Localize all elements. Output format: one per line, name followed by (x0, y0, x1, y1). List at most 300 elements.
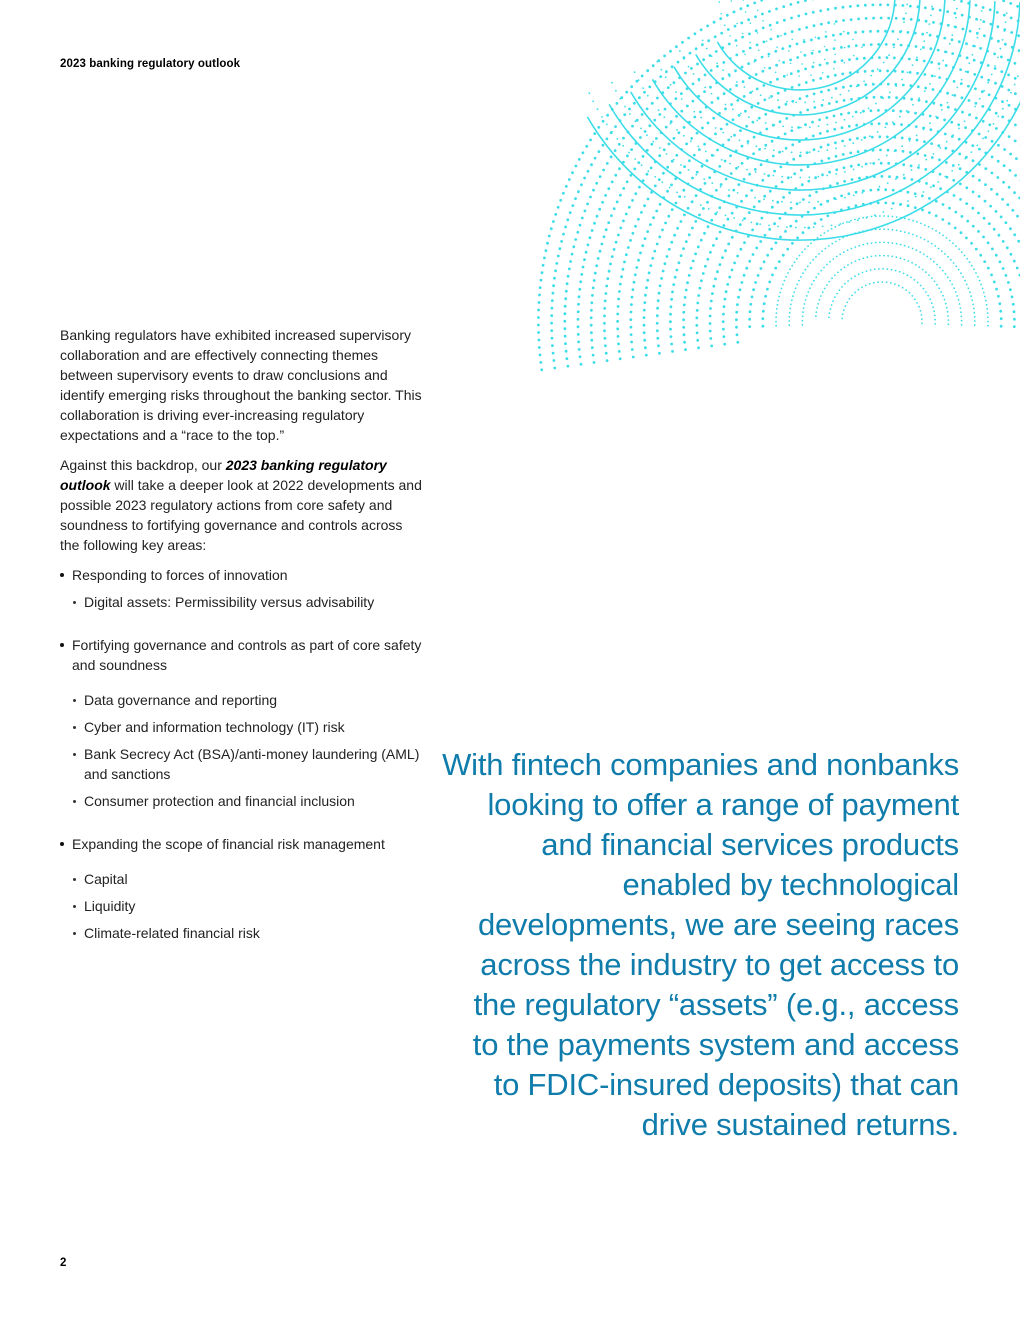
arc-dot (566, 218, 569, 221)
arc-dot (862, 244, 864, 246)
arc-dot (610, 156, 613, 159)
arc-dot (696, 302, 699, 305)
arc-dot (853, 169, 855, 171)
arc-dot (948, 207, 951, 210)
arc-dot (1003, 14, 1006, 17)
arc-dot (802, 311, 804, 313)
arc-dot (616, 102, 619, 105)
arc-dot (685, 143, 688, 146)
arc-dot (916, 57, 918, 59)
arc-dot (884, 202, 887, 205)
arc-dot (681, 98, 683, 100)
arc-dot (652, 102, 654, 104)
arc-dot (578, 295, 581, 298)
arc-dot (1010, 17, 1013, 20)
arc-dot (645, 354, 648, 357)
arc-dot (979, 47, 982, 50)
arc-dot (777, 226, 779, 228)
arc-dot (925, 20, 928, 23)
arc-dot (616, 320, 619, 323)
arc-dot (708, 208, 710, 210)
arc-dot (982, 6, 985, 9)
arc-dot (855, 44, 858, 47)
arc-dot (977, 212, 980, 215)
arc-dot (564, 305, 567, 308)
arc-dot (887, 83, 890, 86)
arc-dot (756, 145, 758, 147)
arc-dot (999, 260, 1002, 263)
arc-dot (676, 192, 678, 194)
arc-dot (785, 117, 788, 120)
arc-dot (727, 139, 730, 142)
arc-dot (968, 287, 970, 289)
arc-dot (807, 245, 809, 247)
arc-dot (862, 257, 864, 259)
arc-dot (552, 292, 555, 295)
arc-dot (762, 27, 765, 30)
arc-dot (684, 196, 686, 198)
arc-dot (861, 46, 863, 48)
arc-dot (972, 175, 975, 178)
arc-dot (872, 162, 875, 165)
arc-dot (952, 134, 954, 136)
arc-dot (869, 283, 871, 285)
arc-dot (881, 175, 884, 178)
arc-dot (737, 192, 739, 194)
arc-dot (991, 74, 993, 76)
arc-dot (676, 227, 679, 230)
key-area-label: Responding to forces of innovation (60, 565, 425, 585)
arc-dot (720, 32, 723, 35)
arc-dot (738, 114, 741, 117)
arc-dot (789, 308, 791, 310)
arc-dot (965, 237, 968, 240)
arc-dot (777, 99, 779, 101)
arc-dot (554, 269, 557, 272)
arc-dot (727, 243, 730, 246)
arc-dot (956, 87, 958, 89)
arc-dot (841, 73, 844, 76)
arc-dot (752, 91, 754, 93)
arc-dot (947, 276, 949, 278)
arc-dot (955, 291, 957, 293)
arc-dot (786, 226, 788, 228)
arc-dot (951, 284, 953, 286)
arc-dot (656, 307, 659, 310)
list-item: Bank Secrecy Act (BSA)/anti-money laundering (AML) and sanctions (60, 744, 425, 784)
arc-dot (670, 184, 673, 187)
arc-dot (773, 222, 776, 225)
arc-dot (690, 267, 693, 270)
arc-dot (1017, 75, 1019, 77)
arc-dot (877, 109, 880, 112)
arc-dot (842, 153, 845, 156)
arc-dot (743, 178, 746, 181)
arc-dot (912, 220, 914, 222)
arc-dot (780, 35, 782, 37)
arc-dot (885, 127, 887, 129)
arc-dot (553, 367, 556, 370)
arc-dot (709, 307, 712, 310)
arc-dot (616, 201, 619, 204)
arc-dot (611, 255, 614, 258)
arc-dot (1006, 12, 1008, 14)
arc-dot (696, 309, 699, 312)
arc-dot (965, 202, 968, 205)
arc-dot (848, 90, 850, 92)
arc-dot (851, 248, 853, 250)
arc-dot (667, 215, 670, 218)
sub-list (60, 869, 425, 943)
arc-dot (966, 258, 968, 260)
arc-dot (735, 39, 738, 42)
arc-dot (1002, 108, 1004, 110)
arc-dot (806, 295, 808, 297)
arc-dot (866, 217, 868, 219)
arc-dot (758, 148, 761, 151)
arc-dot (852, 116, 854, 118)
arc-dot (827, 157, 830, 160)
arc-dot (682, 311, 685, 314)
arc-dot (863, 57, 866, 60)
arc-dot (594, 272, 597, 275)
arc-dot (604, 194, 607, 197)
arc-dot (928, 226, 930, 228)
arc-dot (1013, 260, 1016, 263)
arc-dot (937, 144, 940, 147)
arc-dot (811, 121, 814, 124)
arc-dot (895, 178, 897, 180)
arc-dot (914, 298, 916, 300)
arc-dot (916, 235, 918, 237)
arc-dot (796, 284, 798, 286)
arc-dot (844, 145, 846, 147)
arc-dot (825, 116, 828, 119)
arc-dot (1009, 227, 1012, 230)
arc-dot (803, 39, 805, 41)
arc-dot (833, 47, 836, 50)
arc-dot (939, 187, 942, 190)
arc-dot (691, 177, 694, 180)
arc-dot (921, 318, 923, 320)
arc-dot (872, 17, 875, 20)
arc-dot (909, 71, 912, 74)
arc-dot (625, 213, 628, 216)
arc-dot (683, 58, 685, 60)
arc-dot (741, 36, 744, 39)
arc-dot (918, 99, 921, 102)
arc-dot (1014, 62, 1017, 65)
arc-dot (559, 199, 562, 202)
arc-dot (895, 85, 897, 87)
arc-dot (755, 29, 758, 32)
arc-dot (601, 116, 603, 118)
arc-dot (748, 173, 751, 176)
arc-dot (784, 33, 787, 36)
arc-dot (887, 162, 890, 165)
arc-dot (879, 149, 882, 152)
arc-dot (953, 0, 956, 1)
arc-dot (705, 151, 707, 153)
arc-dot (764, 113, 767, 116)
arc-dot (918, 306, 920, 308)
arc-dot (736, 341, 739, 344)
arc-dot (698, 80, 700, 82)
arc-dot (768, 53, 771, 56)
arc-dot (653, 119, 656, 122)
arc-dot (833, 68, 835, 70)
arc-dot (699, 287, 702, 290)
arc-dot (818, 118, 821, 121)
arc-dot (874, 268, 876, 270)
arc-dot (995, 210, 998, 213)
arc-dot (633, 168, 636, 171)
arc-dot (821, 173, 824, 176)
arc-dot (842, 313, 844, 315)
arc-dot (692, 260, 695, 263)
arc-dot (632, 288, 635, 291)
arc-dot (880, 162, 883, 165)
arc-dot (917, 166, 920, 169)
arc-dot (652, 216, 655, 219)
arc-dot (706, 258, 709, 261)
arc-dot (629, 113, 631, 115)
arc-dot (692, 100, 695, 103)
arc-dot (817, 303, 819, 305)
arc-dot (959, 198, 962, 201)
arc-dot (936, 264, 938, 266)
arc-dot (715, 189, 718, 192)
arc-dot (935, 230, 937, 232)
arc-dot (855, 111, 858, 114)
arc-dot (1015, 157, 1018, 160)
arc-dot (805, 299, 807, 301)
arc-dot (745, 125, 748, 128)
arc-dot (695, 194, 698, 197)
arc-dot (928, 274, 930, 276)
arc-dot (629, 239, 632, 242)
arc-dot (728, 194, 731, 197)
arc-dot (731, 269, 734, 272)
arc-dot (983, 217, 986, 220)
arc-dot (1002, 181, 1005, 184)
arc-dot (837, 272, 839, 274)
arc-dot (624, 106, 626, 108)
arc-dot (827, 89, 830, 92)
arc-dot (868, 108, 870, 110)
arc-dot (969, 30, 972, 33)
arc-dot (737, 296, 740, 299)
arc-dot (1005, 274, 1008, 277)
arc-dot (836, 293, 838, 295)
arc-dot (577, 190, 580, 193)
arc-dot (622, 268, 625, 271)
arc-dot (797, 15, 800, 18)
arc-dot (679, 50, 681, 52)
arc-dot (662, 270, 665, 273)
arc-dot (933, 310, 935, 312)
arc-dot (581, 217, 584, 220)
arc-dot (589, 196, 592, 199)
arc-dot (993, 228, 996, 231)
arc-dot (1005, 221, 1008, 224)
arc-dot (754, 61, 756, 63)
arc-dot (769, 81, 772, 84)
arc-dot (847, 32, 850, 35)
arc-dot (973, 308, 975, 310)
arc-dot (718, 206, 721, 209)
arc-dot (574, 197, 577, 200)
arc-dot (1016, 215, 1019, 218)
arc-dot (733, 134, 736, 137)
arc-dot (955, 245, 957, 247)
arc-dot (722, 313, 725, 316)
arc-dot (1007, 281, 1010, 284)
arc-dot (729, 163, 731, 165)
arc-dot (923, 288, 925, 290)
arc-dot (989, 8, 992, 11)
arc-dot (961, 316, 963, 318)
arc-dot (812, 79, 815, 82)
arc-dot (725, 178, 728, 181)
arc-dot (764, 234, 767, 237)
arc-dot (664, 262, 667, 265)
arc-dot (953, 262, 955, 264)
arc-dot (659, 75, 662, 78)
arc-dot (908, 219, 910, 221)
arc-dot (961, 320, 963, 322)
arc-dot (960, 0, 963, 3)
arc-dot (917, 85, 920, 88)
arc-dot (577, 325, 580, 328)
arc-dot (914, 279, 916, 281)
arc-dot (869, 30, 872, 33)
arc-dot (979, 98, 981, 100)
arc-dot (931, 7, 934, 10)
arc-dot (643, 339, 646, 342)
arc-dot (893, 57, 896, 60)
arc-dot (964, 126, 967, 129)
arc-dot (630, 341, 633, 344)
arc-dot (643, 204, 646, 207)
arc-dot (539, 354, 542, 357)
arc-dot (667, 86, 670, 89)
arc-dot (907, 204, 910, 207)
arc-dot (782, 284, 784, 286)
arc-dot (702, 58, 705, 61)
arc-dot (731, 212, 734, 215)
arc-dot (849, 152, 852, 155)
arc-dot (757, 102, 760, 105)
arc-dot (550, 322, 553, 325)
arc-dot (657, 344, 660, 347)
arc-dot (733, 262, 736, 265)
arc-dot (893, 47, 895, 49)
arc-dot (683, 135, 685, 137)
arc-dot (959, 183, 962, 186)
arc-dot (707, 39, 710, 42)
arc-dot (550, 329, 553, 332)
arc-dot (716, 65, 719, 68)
arc-dot (827, 143, 830, 146)
arc-dot (1009, 288, 1012, 291)
arc-dot (953, 287, 955, 289)
arc-dot (756, 120, 758, 122)
arc-dot (804, 102, 806, 104)
arc-dot (1002, 0, 1005, 2)
arc-dot (980, 76, 983, 79)
arc-dot (658, 292, 661, 295)
arc-dot (741, 162, 744, 165)
arc-dot (923, 191, 925, 193)
arc-dot (605, 228, 608, 231)
arc-dot (773, 170, 776, 173)
arc-dot (589, 139, 592, 142)
arc-dot (760, 267, 763, 270)
arc-dot (862, 192, 864, 194)
arc-dot (902, 17, 905, 20)
arc-dot (934, 245, 936, 247)
arc-dot (675, 202, 678, 205)
arc-dot (551, 344, 554, 347)
arc-dot (855, 204, 858, 207)
arc-dot (858, 218, 860, 220)
arc-dot (670, 84, 672, 86)
arc-dot (1014, 92, 1017, 95)
arc-dot (577, 341, 580, 344)
arc-dot (723, 343, 726, 346)
arc-dot (831, 228, 833, 230)
arc-dot (788, 316, 790, 318)
arc-dot (734, 69, 737, 72)
arc-dot (934, 319, 936, 321)
arc-dot (628, 108, 631, 111)
arc-dot (768, 225, 770, 227)
arc-dot (975, 4, 978, 7)
arc-dot (1010, 253, 1013, 256)
arc-dot (892, 109, 895, 112)
arc-dot (1000, 325, 1003, 328)
arc-dot (914, 206, 917, 209)
arc-dot (538, 339, 541, 342)
arc-dot (554, 213, 557, 216)
arc-dot (971, 144, 974, 147)
arc-dot (694, 220, 697, 223)
arc-dot (791, 39, 793, 41)
arc-dot (860, 112, 862, 114)
arc-dot (777, 304, 779, 306)
arc-dot (790, 3, 793, 6)
arc-dot (875, 242, 877, 244)
arc-dot (564, 327, 567, 330)
arc-dot (797, 126, 800, 129)
arc-dot (700, 117, 702, 119)
arc-dot (647, 95, 649, 97)
arc-dot (915, 196, 917, 198)
arc-dot (630, 85, 633, 88)
arc-dot (647, 170, 649, 172)
arc-dot (939, 267, 941, 269)
arc-dot (571, 171, 574, 174)
arc-dot (929, 83, 931, 85)
arc-dot (578, 288, 581, 291)
arc-dot (846, 221, 848, 223)
arc-dot (663, 116, 665, 118)
arc-dot (958, 138, 961, 141)
arc-dot (721, 77, 724, 80)
arc-dot (630, 333, 633, 336)
arc-dot (820, 91, 823, 94)
